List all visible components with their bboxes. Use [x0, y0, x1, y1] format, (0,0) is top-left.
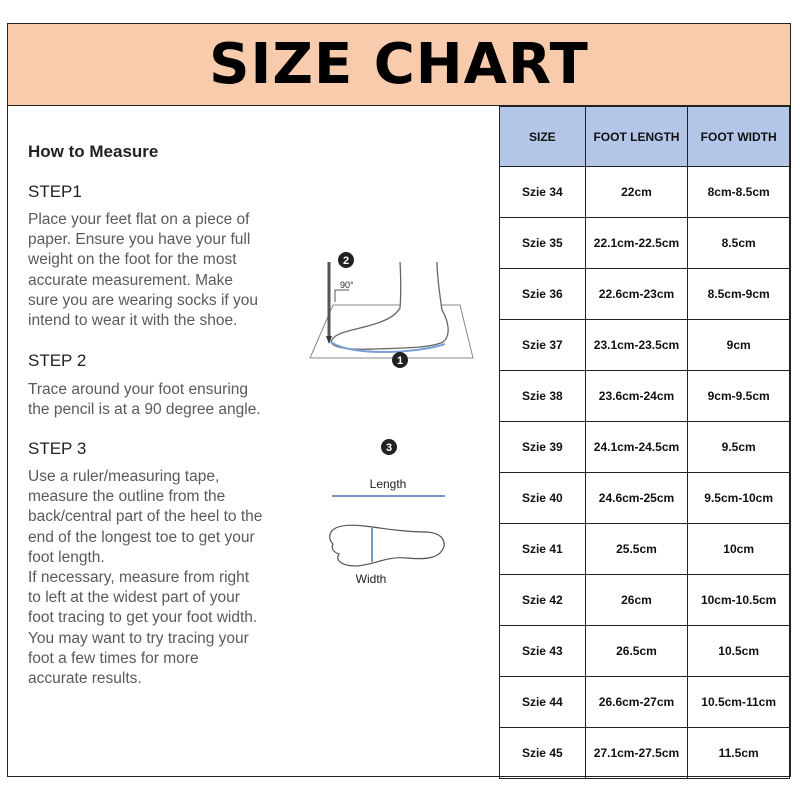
cell-width: 9cm-9.5cm [688, 371, 790, 422]
table-row [500, 422, 790, 473]
table-row [500, 524, 790, 575]
cell-width: 8.5cm [688, 218, 790, 269]
cell-width: 8.5cm-9cm [688, 269, 790, 320]
cell-length: 25.5cm [585, 524, 688, 575]
step1-text [28, 210, 290, 331]
step2-text [28, 380, 308, 420]
step1-line: Place your feet flat on a piece of [28, 211, 250, 228]
size-table-wrap [499, 106, 790, 778]
step2-title: STEP 2 [28, 351, 87, 370]
badge-3-label: 3 [385, 442, 393, 454]
foot-icon [331, 262, 448, 349]
header-foot-width: FOOT WIDTH [688, 107, 790, 167]
cell-length: 23.6cm-24cm [585, 371, 688, 422]
step1-line: intend to wear it with the shoe. [28, 312, 238, 330]
cell-width: 10cm-10.5cm [688, 575, 790, 626]
header-size: SIZE [500, 107, 586, 167]
page-title: SIZE CHART [209, 31, 589, 97]
cell-width: 9.5cm-10cm [688, 473, 790, 524]
cell-size: Szie 37 [500, 320, 586, 371]
cell-width: 9.5cm [688, 422, 790, 473]
step3-line: foot length. [28, 548, 105, 566]
header-foot-length: FOOT LENGTH [585, 107, 688, 167]
cell-size: Szie 35 [500, 218, 586, 269]
table-header-row [500, 107, 790, 167]
cell-length: 26.6cm-27cm [585, 677, 688, 728]
table-row [500, 269, 790, 320]
table-row [500, 320, 790, 371]
cell-width: 8cm-8.5cm [688, 167, 790, 218]
foot-outline-icon [330, 525, 444, 566]
table-row [500, 167, 790, 218]
step3-line: accurate results. [28, 670, 142, 688]
cell-width: 10cm [688, 524, 790, 575]
cell-size: Szie 44 [500, 677, 586, 728]
cell-length: 22cm [585, 167, 688, 218]
table-row [500, 626, 790, 677]
angle-label: 90° [340, 280, 354, 290]
cell-length: 23.1cm-23.5cm [585, 320, 688, 371]
table-row [500, 371, 790, 422]
cell-size: Szie 39 [500, 422, 586, 473]
length-label: Length [369, 477, 407, 491]
step2-line: Trace around your foot ensuring [28, 381, 248, 398]
cell-length: 24.1cm-24.5cm [585, 422, 688, 473]
step3-line: end of the longest toe to get your [28, 528, 255, 546]
size-chart-frame [7, 23, 791, 777]
step3-line: foot tracing to get your foot width. [28, 609, 258, 627]
size-table [499, 106, 790, 779]
step3-line: Use a ruler/measuring tape, [28, 468, 220, 485]
step1-title: STEP1 [28, 182, 82, 201]
badge-2-label: 2 [342, 255, 350, 267]
table-row [500, 677, 790, 728]
cell-size: Szie 34 [500, 167, 586, 218]
cell-size: Szie 38 [500, 371, 586, 422]
guide-heading: How to Measure [28, 142, 159, 161]
cell-length: 22.1cm-22.5cm [585, 218, 688, 269]
cell-width: 10.5cm-11cm [688, 677, 790, 728]
step1-line: paper. Ensure you have your full [28, 231, 251, 249]
measure-foot-illustration [327, 436, 452, 591]
cell-length: 22.6cm-23cm [585, 269, 688, 320]
step3-line: If necessary, measure from right [28, 569, 250, 587]
step1-line: accurate measurement. Make [28, 271, 234, 289]
trace-foot-illustration [305, 250, 475, 375]
cell-size: Szie 40 [500, 473, 586, 524]
cell-length: 24.6cm-25cm [585, 473, 688, 524]
cell-length: 26cm [585, 575, 688, 626]
badge-1-label: 1 [396, 355, 404, 367]
cell-width: 10.5cm [688, 626, 790, 677]
table-row [500, 218, 790, 269]
table-row [500, 575, 790, 626]
cell-size: Szie 36 [500, 269, 586, 320]
table-row [500, 473, 790, 524]
step3-line: back/central part of the heel to the [28, 508, 263, 526]
step3-line: You may want to try tracing your [28, 629, 249, 647]
cell-length: 26.5cm [585, 626, 688, 677]
step3-line: measure the outline from the [28, 488, 226, 506]
step2-line: the pencil is at a 90 degree angle. [28, 401, 261, 419]
step1-line: sure you are wearing socks if you [28, 291, 259, 309]
cell-length: 27.1cm-27.5cm [585, 728, 688, 779]
cell-size: Szie 45 [500, 728, 586, 779]
step3-line: foot a few times for more [28, 649, 199, 667]
step1-line: weight on the foot for the most [28, 251, 237, 269]
table-row [500, 728, 790, 779]
cell-size: Szie 43 [500, 626, 586, 677]
cell-width: 11.5cm [688, 728, 790, 779]
step3-title: STEP 3 [28, 439, 87, 458]
banner [8, 24, 790, 106]
cell-size: Szie 42 [500, 575, 586, 626]
cell-width: 9cm [688, 320, 790, 371]
step3-text [28, 467, 298, 689]
step3-line: to left at the widest part of your [28, 589, 240, 607]
width-label: Width [355, 572, 387, 586]
cell-size: Szie 41 [500, 524, 586, 575]
